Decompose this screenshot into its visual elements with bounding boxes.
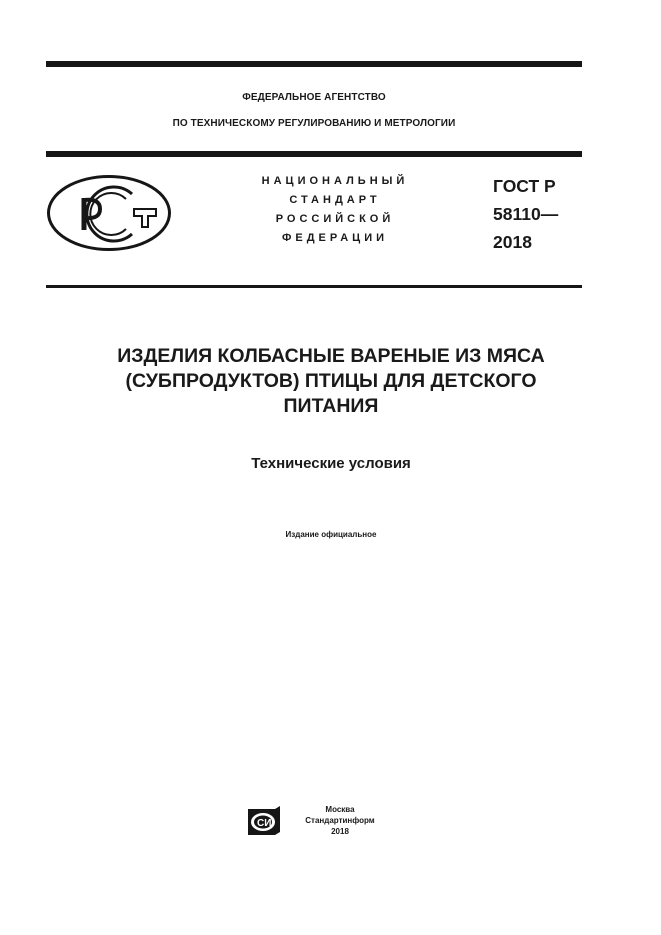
publisher-name: Стандартинформ [305,816,375,825]
publisher-year: 2018 [331,827,349,836]
standard-type [240,172,430,248]
svg-text:СИ: СИ [257,818,272,829]
edition-label: Издание официальное [285,530,377,539]
designation-line1: ГОСТ Р [493,176,556,196]
designation-line2: 58110— [493,204,559,224]
agency-name-line2: ПО ТЕХНИЧЕСКОМУ РЕГУЛИРОВАНИЮ И МЕТРОЛОГИИ [172,118,456,129]
document-title [46,344,616,419]
agency-name-line1: ФЕДЕРАЛЬНОЕ АГЕНТСТВО [242,92,386,103]
publisher-city: Москва [325,805,355,814]
rst-certification-mark-icon [46,174,172,252]
document-subtitle: Технические условия [251,455,411,472]
standard-type-line2: СТАНДАРТ [289,194,381,206]
bottom-rule [46,285,582,288]
publisher-info [295,804,385,837]
standard-type-line3: РОССИЙСКОЙ [275,213,395,225]
designation-line3: 2018 [493,232,532,252]
standard-type-line4: ФЕДЕРАЦИИ [281,232,389,244]
middle-rule [46,151,582,157]
standard-designation [493,172,558,256]
title-line1: ИЗДЕЛИЯ КОЛБАСНЫЕ ВАРЕНЫЕ ИЗ МЯСА [117,345,545,367]
title-line2: (СУБПРОДУКТОВ) ПТИЦЫ ДЛЯ ДЕТСКОГО [125,370,537,392]
top-rule [46,61,582,67]
title-line3: ПИТАНИЯ [283,395,379,417]
standartinform-logo-icon [247,806,283,836]
standard-type-line1: НАЦИОНАЛЬНЫЙ [261,175,409,187]
